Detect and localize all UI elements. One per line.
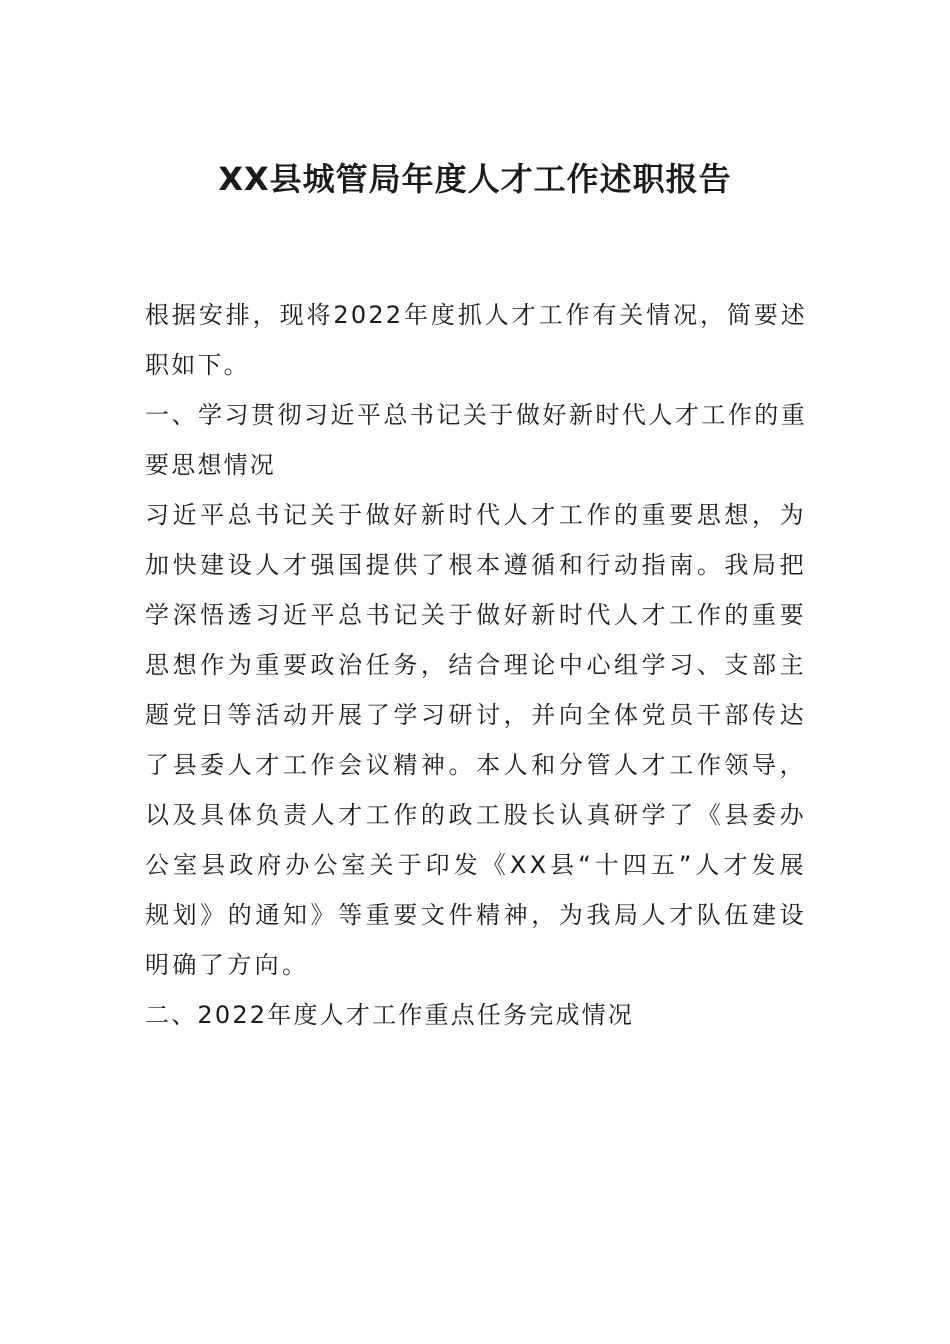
section-heading-2: 二、2022年度人才工作重点任务完成情况 xyxy=(145,1001,635,1029)
section-body-1: 习近平总书记关于做好新时代人才工作的重要思想，为加快建设人才强国提供了根本遵循和行动指南。我局把学深悟透习近平总书记关于做好新时代人才工作的重要思想作为重要政治任务，结合理论中心组学习、支部主题党日等活动开展了学习研讨，并向全体党员干部传达了县委人才工作会议精神。本人和分管人才工作领导，以及具体负责人才工作的政工股长认真研学了《县委办公室县政府办公室关于印发《XX县“十四五”人才发展规划》的通知》等重要文件精神，为我局人才队伍建设明确了方向。 xyxy=(145,501,807,979)
intro-paragraph: 根据安排，现将2022年度抓人才工作有关情况，简要述职如下。 xyxy=(145,301,807,379)
section-heading-1: 一、学习贯彻习近平总书记关于做好新时代人才工作的重要思想情况 xyxy=(145,401,807,479)
document-body xyxy=(145,290,807,1040)
document-title: XX县城管局年度人才工作述职报告 xyxy=(218,160,732,198)
